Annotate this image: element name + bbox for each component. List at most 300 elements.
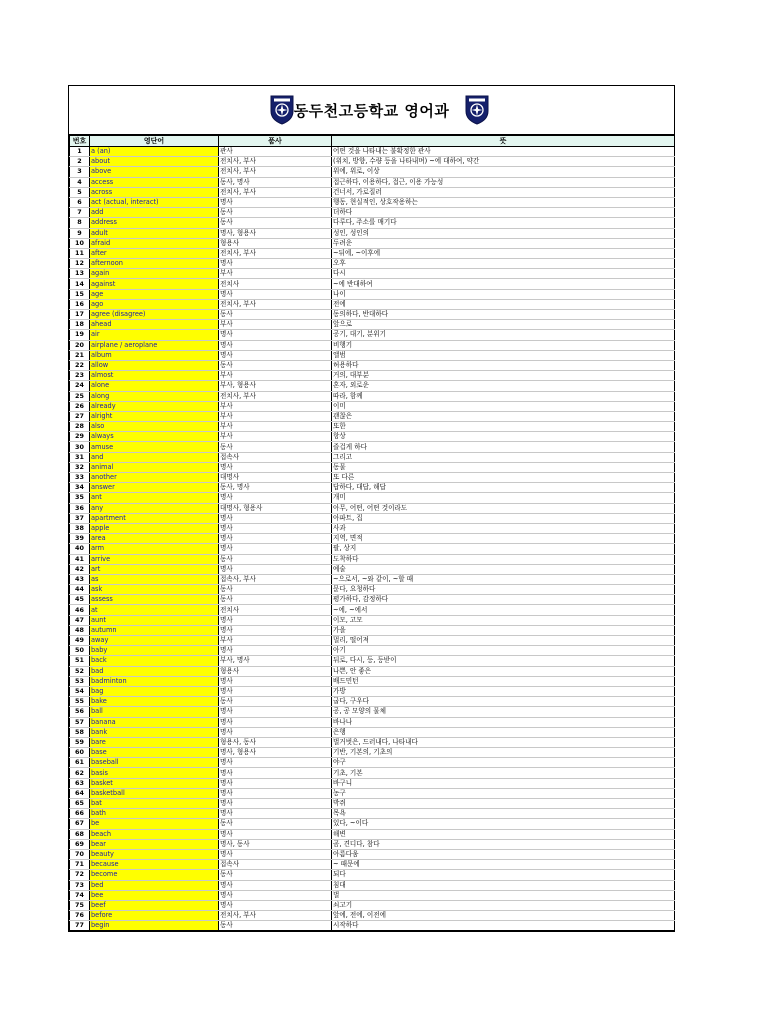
row-number: 68	[70, 829, 90, 839]
part-of-speech: 전치사	[219, 279, 332, 289]
column-header-number: 번호	[70, 136, 90, 147]
column-header-meaning: 뜻	[332, 136, 675, 147]
english-word: above	[90, 167, 219, 177]
part-of-speech: 명사	[219, 900, 332, 910]
part-of-speech: 명사	[219, 493, 332, 503]
table-row	[70, 483, 675, 493]
row-number: 2	[70, 157, 90, 167]
english-word: beauty	[90, 849, 219, 859]
table-row	[70, 534, 675, 544]
table-row	[70, 432, 675, 442]
row-number: 15	[70, 289, 90, 299]
table-row	[70, 839, 675, 849]
english-word: bed	[90, 880, 219, 890]
row-number: 62	[70, 768, 90, 778]
page-title: 동두천고등학교 영어과	[293, 102, 450, 120]
row-number: 33	[70, 473, 90, 483]
korean-meaning: 공, 공 모양의 물체	[332, 707, 675, 717]
table-row	[70, 686, 675, 696]
part-of-speech: 부사	[219, 401, 332, 411]
korean-meaning: 항상	[332, 432, 675, 442]
english-word: again	[90, 269, 219, 279]
row-number: 44	[70, 585, 90, 595]
row-number: 37	[70, 513, 90, 523]
part-of-speech: 동사	[219, 819, 332, 829]
part-of-speech: 명사	[219, 462, 332, 472]
korean-meaning: ~뒤에, ~이후에	[332, 248, 675, 258]
vocabulary-table	[69, 135, 675, 931]
english-word: baseball	[90, 758, 219, 768]
row-number: 43	[70, 574, 90, 584]
english-word: amuse	[90, 442, 219, 452]
table-row	[70, 360, 675, 370]
row-number: 53	[70, 676, 90, 686]
table-row	[70, 218, 675, 228]
table-row	[70, 890, 675, 900]
row-number: 26	[70, 401, 90, 411]
part-of-speech: 전치사, 부사	[219, 911, 332, 921]
english-word: agree (disagree)	[90, 310, 219, 320]
table-row	[70, 656, 675, 666]
part-of-speech: 명사	[219, 849, 332, 859]
english-word: because	[90, 860, 219, 870]
table-row	[70, 900, 675, 910]
korean-meaning: 개미	[332, 493, 675, 503]
english-word: at	[90, 605, 219, 615]
row-number: 39	[70, 534, 90, 544]
korean-meaning: ~으로서, ~와 같이, ~할 때	[332, 574, 675, 584]
korean-meaning: 팔, 상지	[332, 544, 675, 554]
table-row	[70, 870, 675, 880]
table-row	[70, 503, 675, 513]
row-number: 35	[70, 493, 90, 503]
row-number: 46	[70, 605, 90, 615]
english-word: beef	[90, 900, 219, 910]
part-of-speech: 명사	[219, 788, 332, 798]
part-of-speech: 전치사, 부사	[219, 248, 332, 258]
table-row	[70, 788, 675, 798]
table-row	[70, 646, 675, 656]
sheet-header	[69, 86, 674, 135]
table-row	[70, 422, 675, 432]
table-row	[70, 381, 675, 391]
english-word: act (actual, interact)	[90, 197, 219, 207]
row-number: 49	[70, 636, 90, 646]
table-row	[70, 554, 675, 564]
table-row	[70, 177, 675, 187]
english-word: access	[90, 177, 219, 187]
korean-meaning: 바구니	[332, 778, 675, 788]
english-word: basketball	[90, 788, 219, 798]
english-word: address	[90, 218, 219, 228]
row-number: 76	[70, 911, 90, 921]
part-of-speech: 접속사	[219, 860, 332, 870]
part-of-speech: 명사	[219, 544, 332, 554]
row-number: 3	[70, 167, 90, 177]
table-row	[70, 371, 675, 381]
row-number: 36	[70, 503, 90, 513]
korean-meaning: 곰, 견디다, 참다	[332, 839, 675, 849]
part-of-speech: 부사, 명사	[219, 656, 332, 666]
table-row	[70, 697, 675, 707]
column-header-word: 영단어	[90, 136, 219, 147]
table-row	[70, 289, 675, 299]
part-of-speech: 부사	[219, 320, 332, 330]
part-of-speech: 동사	[219, 360, 332, 370]
korean-meaning: 아기	[332, 646, 675, 656]
korean-meaning: 위에, 위로, 이상	[332, 167, 675, 177]
english-word: bat	[90, 799, 219, 809]
row-number: 27	[70, 411, 90, 421]
english-word: album	[90, 350, 219, 360]
korean-meaning: 목욕	[332, 809, 675, 819]
table-row	[70, 279, 675, 289]
english-word: alright	[90, 411, 219, 421]
part-of-speech: 접속사	[219, 452, 332, 462]
korean-meaning: 앞에, 전에, 이전에	[332, 911, 675, 921]
row-number: 25	[70, 391, 90, 401]
row-number: 50	[70, 646, 90, 656]
table-row	[70, 197, 675, 207]
english-word: adult	[90, 228, 219, 238]
korean-meaning: 되다	[332, 870, 675, 880]
korean-meaning: 야구	[332, 758, 675, 768]
table-row	[70, 727, 675, 737]
part-of-speech: 전치사, 부사	[219, 391, 332, 401]
table-row	[70, 768, 675, 778]
part-of-speech: 전치사, 부사	[219, 299, 332, 309]
english-word: as	[90, 574, 219, 584]
table-row	[70, 523, 675, 533]
part-of-speech: 전치사, 부사	[219, 187, 332, 197]
english-word: arm	[90, 544, 219, 554]
part-of-speech: 접속사, 부사	[219, 574, 332, 584]
row-number: 23	[70, 371, 90, 381]
table-row	[70, 921, 675, 931]
part-of-speech: 명사	[219, 799, 332, 809]
row-number: 64	[70, 788, 90, 798]
english-word: answer	[90, 483, 219, 493]
korean-meaning: 다시	[332, 269, 675, 279]
row-number: 5	[70, 187, 90, 197]
part-of-speech: 명사	[219, 615, 332, 625]
row-number: 6	[70, 197, 90, 207]
korean-meaning: 사과	[332, 523, 675, 533]
english-word: against	[90, 279, 219, 289]
korean-meaning: 배드민턴	[332, 676, 675, 686]
korean-meaning: 공기, 대기, 분위기	[332, 330, 675, 340]
table-row	[70, 310, 675, 320]
row-number: 75	[70, 900, 90, 910]
english-word: apple	[90, 523, 219, 533]
table-row	[70, 462, 675, 472]
korean-meaning: 비행기	[332, 340, 675, 350]
part-of-speech: 동사	[219, 218, 332, 228]
row-number: 42	[70, 564, 90, 574]
korean-meaning: 거의, 대부분	[332, 371, 675, 381]
english-word: already	[90, 401, 219, 411]
row-number: 69	[70, 839, 90, 849]
part-of-speech: 명사	[219, 564, 332, 574]
row-number: 73	[70, 880, 90, 890]
table-row	[70, 574, 675, 584]
row-number: 13	[70, 269, 90, 279]
korean-meaning: 예술	[332, 564, 675, 574]
table-row	[70, 707, 675, 717]
table-row	[70, 860, 675, 870]
row-number: 59	[70, 737, 90, 747]
table-row	[70, 849, 675, 859]
korean-meaning: 답하다, 대답, 해답	[332, 483, 675, 493]
school-emblem-icon	[464, 93, 490, 125]
row-number: 28	[70, 422, 90, 432]
row-number: 52	[70, 666, 90, 676]
english-word: and	[90, 452, 219, 462]
part-of-speech: 대명사	[219, 473, 332, 483]
row-number: 31	[70, 452, 90, 462]
english-word: along	[90, 391, 219, 401]
korean-meaning: 오후	[332, 259, 675, 269]
korean-meaning: 있다, ~이다	[332, 819, 675, 829]
english-word: bee	[90, 890, 219, 900]
row-number: 57	[70, 717, 90, 727]
english-word: back	[90, 656, 219, 666]
row-number: 34	[70, 483, 90, 493]
part-of-speech: 명사	[219, 646, 332, 656]
part-of-speech: 명사	[219, 289, 332, 299]
part-of-speech: 전치사, 부사	[219, 167, 332, 177]
row-number: 7	[70, 208, 90, 218]
english-word: basis	[90, 768, 219, 778]
table-row	[70, 147, 675, 157]
table-row	[70, 717, 675, 727]
korean-meaning: 아름다움	[332, 849, 675, 859]
part-of-speech: 형용사	[219, 666, 332, 676]
table-row	[70, 401, 675, 411]
table-row	[70, 676, 675, 686]
korean-meaning: 굽다, 구우다	[332, 697, 675, 707]
row-number: 56	[70, 707, 90, 717]
row-number: 8	[70, 218, 90, 228]
row-number: 9	[70, 228, 90, 238]
korean-meaning: 침대	[332, 880, 675, 890]
korean-meaning: 혼자, 외로운	[332, 381, 675, 391]
table-row	[70, 187, 675, 197]
part-of-speech: 동사	[219, 921, 332, 931]
row-number: 1	[70, 147, 90, 157]
korean-meaning: 이미	[332, 401, 675, 411]
korean-meaning: 건너서, 가로질러	[332, 187, 675, 197]
english-word: aunt	[90, 615, 219, 625]
row-number: 55	[70, 697, 90, 707]
korean-meaning: 가을	[332, 625, 675, 635]
korean-meaning: 성인, 성인의	[332, 228, 675, 238]
row-number: 45	[70, 595, 90, 605]
row-number: 22	[70, 360, 90, 370]
row-number: 16	[70, 299, 90, 309]
part-of-speech: 명사	[219, 340, 332, 350]
english-word: bag	[90, 686, 219, 696]
english-word: bare	[90, 737, 219, 747]
part-of-speech: 명사	[219, 534, 332, 544]
korean-meaning: 또한	[332, 422, 675, 432]
english-word: begin	[90, 921, 219, 931]
korean-meaning: 농구	[332, 788, 675, 798]
row-number: 71	[70, 860, 90, 870]
table-row	[70, 564, 675, 574]
english-word: baby	[90, 646, 219, 656]
row-number: 38	[70, 523, 90, 533]
korean-meaning: ~에 반대하여	[332, 279, 675, 289]
row-number: 24	[70, 381, 90, 391]
part-of-speech: 명사	[219, 350, 332, 360]
korean-meaning: 평가하다, 감정하다	[332, 595, 675, 605]
english-word: badminton	[90, 676, 219, 686]
part-of-speech: 동사, 명사	[219, 177, 332, 187]
column-header-pos: 품사	[219, 136, 332, 147]
part-of-speech: 명사	[219, 676, 332, 686]
korean-meaning: 즐겁게 하다	[332, 442, 675, 452]
row-number: 11	[70, 248, 90, 258]
english-word: after	[90, 248, 219, 258]
english-word: assess	[90, 595, 219, 605]
english-word: bath	[90, 809, 219, 819]
part-of-speech: 형용사, 동사	[219, 737, 332, 747]
part-of-speech: 명사	[219, 890, 332, 900]
part-of-speech: 명사	[219, 523, 332, 533]
table-row	[70, 228, 675, 238]
part-of-speech: 부사	[219, 269, 332, 279]
part-of-speech: 부사	[219, 636, 332, 646]
korean-meaning: ~에, ~에서	[332, 605, 675, 615]
part-of-speech: 명사	[219, 330, 332, 340]
english-word: any	[90, 503, 219, 513]
english-word: add	[90, 208, 219, 218]
korean-meaning: 어떤 것을 나타내는 불확정한 관사	[332, 147, 675, 157]
english-word: base	[90, 748, 219, 758]
row-number: 17	[70, 310, 90, 320]
part-of-speech: 명사	[219, 758, 332, 768]
table-row	[70, 636, 675, 646]
part-of-speech: 명사	[219, 880, 332, 890]
row-number: 51	[70, 656, 90, 666]
row-number: 67	[70, 819, 90, 829]
table-row	[70, 544, 675, 554]
english-word: arrive	[90, 554, 219, 564]
part-of-speech: 명사	[219, 768, 332, 778]
part-of-speech: 대명사, 형용사	[219, 503, 332, 513]
table-row	[70, 911, 675, 921]
part-of-speech: 동사	[219, 554, 332, 564]
table-row	[70, 737, 675, 747]
english-word: almost	[90, 371, 219, 381]
english-word: across	[90, 187, 219, 197]
part-of-speech: 명사	[219, 513, 332, 523]
english-word: always	[90, 432, 219, 442]
korean-meaning: 나쁜, 안 좋은	[332, 666, 675, 676]
row-number: 66	[70, 809, 90, 819]
part-of-speech: 동사	[219, 585, 332, 595]
table-row	[70, 758, 675, 768]
korean-meaning: 박쥐	[332, 799, 675, 809]
korean-meaning: 바나나	[332, 717, 675, 727]
row-number: 65	[70, 799, 90, 809]
english-word: bank	[90, 727, 219, 737]
table-row	[70, 350, 675, 360]
part-of-speech: 명사	[219, 809, 332, 819]
table-row	[70, 748, 675, 758]
english-word: bake	[90, 697, 219, 707]
table-row	[70, 320, 675, 330]
korean-meaning: 벌거벗은, 드러내다, 나타내다	[332, 737, 675, 747]
table-row	[70, 666, 675, 676]
table-row	[70, 615, 675, 625]
korean-meaning: 나이	[332, 289, 675, 299]
table-row	[70, 442, 675, 452]
english-word: autumn	[90, 625, 219, 635]
part-of-speech: 부사	[219, 411, 332, 421]
korean-meaning: 아무, 어떤, 어떤 것이라도	[332, 503, 675, 513]
part-of-speech: 명사	[219, 259, 332, 269]
english-word: area	[90, 534, 219, 544]
table-header-row	[70, 136, 675, 147]
table-row	[70, 299, 675, 309]
part-of-speech: 명사	[219, 829, 332, 839]
korean-meaning: 허용하다	[332, 360, 675, 370]
korean-meaning: 아파트, 집	[332, 513, 675, 523]
part-of-speech: 동사	[219, 442, 332, 452]
row-number: 58	[70, 727, 90, 737]
row-number: 63	[70, 778, 90, 788]
english-word: ahead	[90, 320, 219, 330]
english-word: another	[90, 473, 219, 483]
row-number: 77	[70, 921, 90, 931]
korean-meaning: 괜찮은	[332, 411, 675, 421]
part-of-speech: 동사	[219, 697, 332, 707]
row-number: 40	[70, 544, 90, 554]
table-row	[70, 819, 675, 829]
part-of-speech: 명사	[219, 197, 332, 207]
korean-meaning: 더하다	[332, 208, 675, 218]
english-word: animal	[90, 462, 219, 472]
part-of-speech: 동사, 명사	[219, 483, 332, 493]
row-number: 47	[70, 615, 90, 625]
table-row	[70, 208, 675, 218]
row-number: 74	[70, 890, 90, 900]
korean-meaning: 묻다, 요청하다	[332, 585, 675, 595]
korean-meaning: 접근하다, 이용하다, 접근, 이용 가능성	[332, 177, 675, 187]
part-of-speech: 관사	[219, 147, 332, 157]
part-of-speech: 형용사	[219, 238, 332, 248]
table-row	[70, 799, 675, 809]
korean-meaning: 지역, 면적	[332, 534, 675, 544]
table-row	[70, 880, 675, 890]
row-number: 60	[70, 748, 90, 758]
table-row	[70, 248, 675, 258]
part-of-speech: 명사, 형용사	[219, 228, 332, 238]
korean-meaning: 벌	[332, 890, 675, 900]
part-of-speech: 부사, 형용사	[219, 381, 332, 391]
english-word: banana	[90, 717, 219, 727]
korean-meaning: ~ 때문에	[332, 860, 675, 870]
row-number: 19	[70, 330, 90, 340]
table-row	[70, 829, 675, 839]
korean-meaning: 앞으로	[332, 320, 675, 330]
table-row	[70, 595, 675, 605]
table-row	[70, 625, 675, 635]
table-row	[70, 778, 675, 788]
row-number: 32	[70, 462, 90, 472]
